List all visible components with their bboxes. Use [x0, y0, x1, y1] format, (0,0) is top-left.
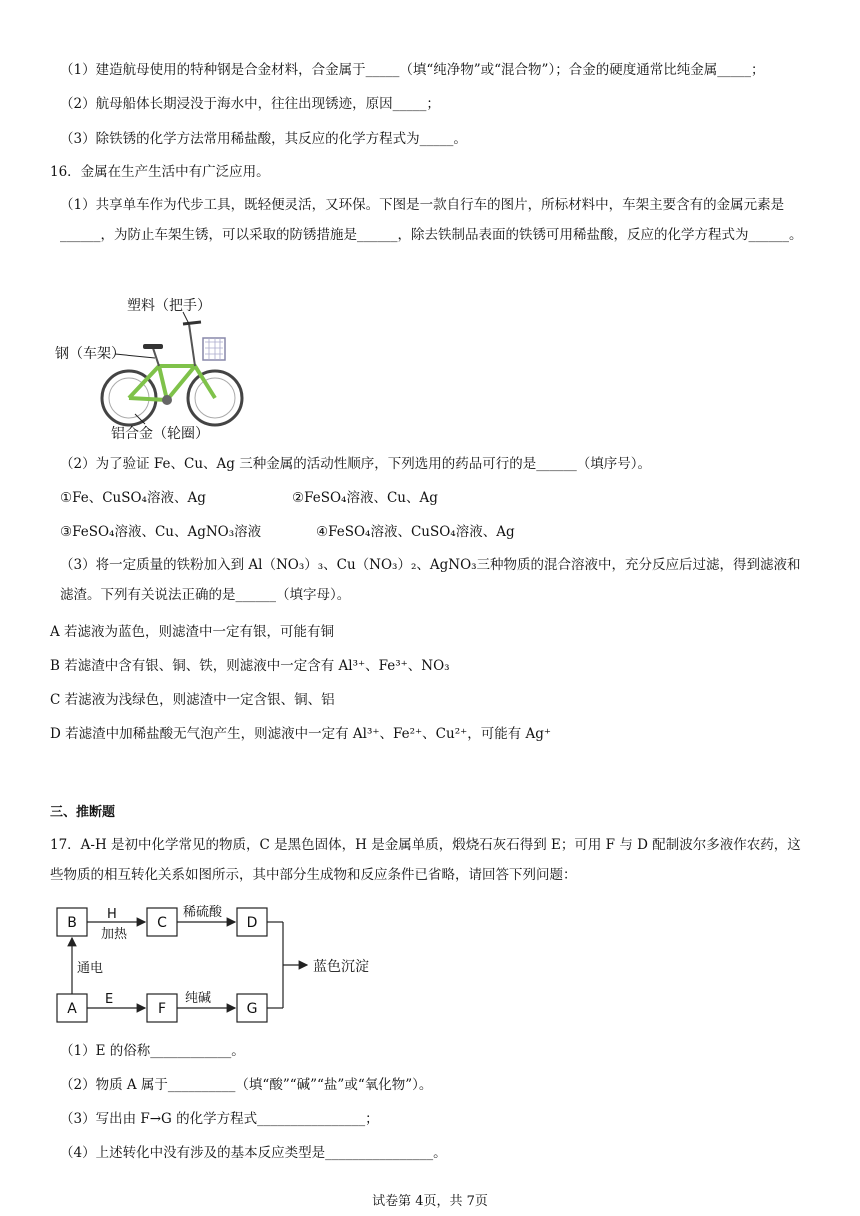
- q16-title: 16．金属在生产生活中有广泛应用。: [50, 164, 270, 180]
- q17-intro: 17．A-H 是初中化学常见的物质，C 是黑色固体，H 是金属单质，煅烧石灰石得到 E；可用 F 与 D 配制波尔多液作农药，这些物质的相互转化关系如图所示，其中部分生成物和反应条件已省略，请回答下列问题：: [50, 837, 801, 883]
- label-steel: 钢（车架）: [55, 346, 125, 362]
- q17-s3: （3）写出由 F→G 的化学方程式________________；: [60, 1111, 379, 1127]
- label-plastic: 塑料（把手）: [127, 298, 211, 314]
- q16-opt2: ②FeSO₄溶液、Cu、Ag: [292, 490, 438, 506]
- label-alloy: 铝合金（轮圈）: [111, 426, 209, 442]
- label-soda: 纯碱: [185, 991, 212, 1006]
- q16-opt4: ④FeSO₄溶液、CuSO₄溶液、Ag: [316, 524, 515, 540]
- conversion-diagram: [55, 902, 395, 1030]
- q16-p3: （3）将一定质量的铁粉加入到 Al（NO₃）₃、Cu（NO₃）₂、AgNO₃三种物质的混合溶液中，充分反应后过滤，得到滤液和滤渣。下列有关说法正确的是______（填字母）。: [60, 557, 801, 603]
- q16-optD: D 若滤渣中加稀盐酸无气泡产生，则滤液中一定有 Al³⁺、Fe²⁺、Cu²⁺，可能有 Ag⁺: [50, 726, 552, 742]
- node-C: C: [157, 915, 167, 931]
- q17-s4: （4）上述转化中没有涉及的基本反应类型是________________。: [60, 1145, 447, 1161]
- q15-line1: （1）建造航母使用的特种钢是合金材料，合金属于_____（填“纯净物”或“混合物”）；合金的硬度通常比纯金属_____；: [60, 62, 765, 78]
- node-D: D: [246, 915, 258, 931]
- label-H: H: [107, 907, 117, 922]
- node-G: G: [246, 1001, 258, 1017]
- bicycle-figure: [55, 296, 255, 444]
- label-electric: 通电: [77, 961, 104, 976]
- q15-line2: （2）航母船体长期浸没于海水中，往往出现锈迹，原因_____；: [60, 96, 440, 112]
- label-E: E: [105, 992, 114, 1007]
- q16-optA: A 若滤液为蓝色，则滤渣中一定有银，可能有铜: [50, 624, 335, 640]
- q16-opt1: ①Fe、CuSO₄溶液、Ag: [60, 490, 206, 506]
- q16-optB: B 若滤渣中含有银、铜、铁，则滤液中一定含有 Al³⁺、Fe³⁺、NO₃: [50, 658, 450, 674]
- node-B: B: [67, 915, 77, 931]
- q17-s1: （1）E 的俗称____________。: [60, 1043, 245, 1059]
- q17-s2: （2）物质 A 属于__________（填“酸”“碱”“盐”或“氧化物”）。: [60, 1077, 433, 1093]
- q16-p2: （2）为了验证 Fe、Cu、Ag 三种金属的活动性顺序，下列选用的药品可行的是______（填序号）。: [60, 456, 651, 472]
- q15-line3: （3）除铁锈的化学方法常用稀盐酸，其反应的化学方程式为_____。: [60, 131, 467, 147]
- node-F: F: [157, 1001, 167, 1017]
- q16-opt3: ③FeSO₄溶液、Cu、AgNO₃溶液: [60, 524, 262, 540]
- section-heading: 三、推断题: [50, 805, 116, 820]
- page-footer: 试卷第 4页，共 7页: [372, 1194, 488, 1209]
- q16-optC: C 若滤液为浅绿色，则滤渣中一定含银、铜、铝: [50, 692, 335, 708]
- q16-p1: （1）共享单车作为代步工具，既轻便灵活，又环保。下图是一款自行车的图片，所标材料中，车架主要含有的金属元素是______，为防止车架生锈，可以采取的防锈措施是______，除去铁制品表面的铁锈可用稀盐酸，反应的化学方程式为______。: [60, 197, 803, 243]
- label-acid: 稀硫酸: [183, 905, 223, 920]
- label-result: 蓝色沉淀: [313, 959, 369, 975]
- node-A: A: [67, 1001, 77, 1017]
- label-heat: 加热: [101, 927, 128, 942]
